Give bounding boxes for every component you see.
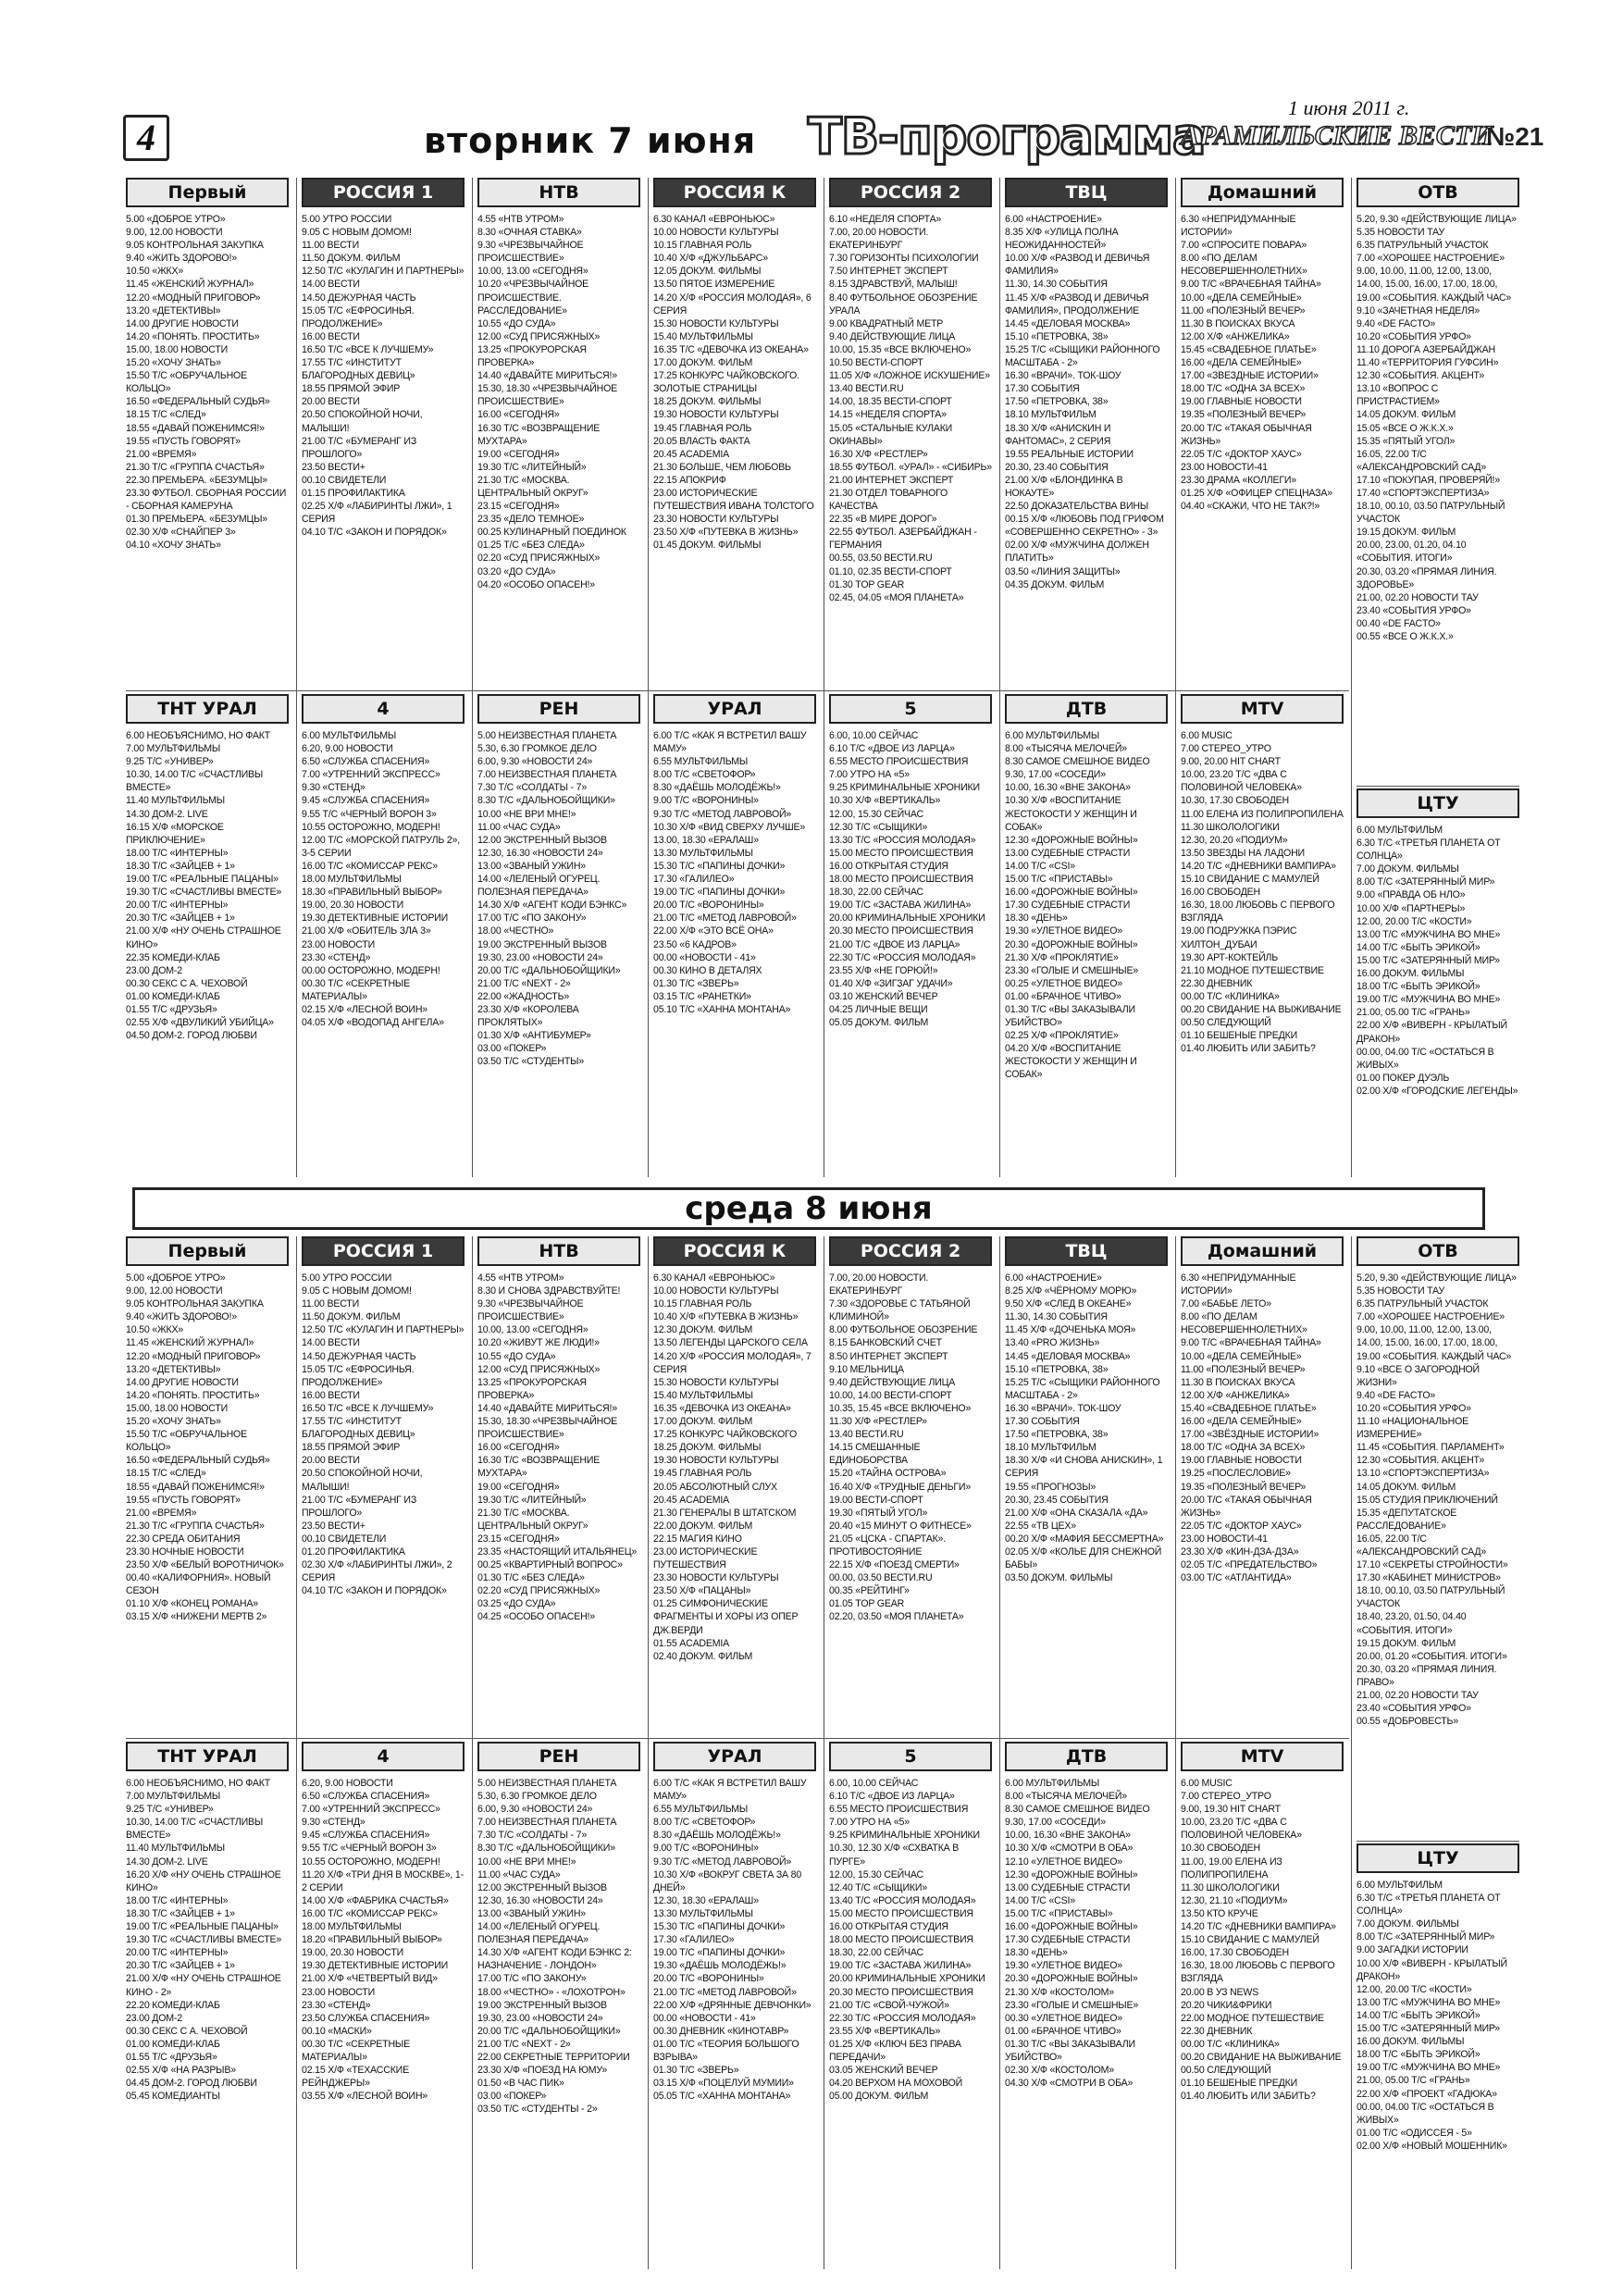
- tuesday-top-channel-3-program: 4.55 «НТВ УТРОМ» 8.30 «ОЧНАЯ СТАВКА» 9.30 «ЧРЕЗВЫЧАЙНОЕ ПРОИСШЕСТВИЕ» 10.00, 13.00 «СЕГОДНЯ» 10.20 «ЧРЕЗВЫЧАЙНОЕ ПРОИСШЕСТВИЕ. РАССЛЕДОВАНИЕ» 10.55 «ДО СУДА» 12.00 «СУД ПРИСЯЖНЫХ» 13.25 «ПРОКУРОРСКАЯ ПРОВЕРКА» 14.40 «ДАВАЙТЕ МИРИТЬСЯ!» 15.30, 18.30 «ЧРЕЗВЫЧАЙНОЕ ПРОИСШЕСТВИЕ» 16.00 «СЕГОДНЯ» 16.30 Т/С «ВОЗВРАЩЕНИЕ МУХТАРА» 19.00 «СЕГОДНЯ» 19.30 Т/С «ЛИТЕЙНЫЙ» 21.30 Т/С «МОСКВА. ЦЕНТРАЛЬНЫЙ ОКРУГ» 23.15 «СЕГОДНЯ» 23.35 «ДЕЛО ТЕМНОЕ» 00.25 КУЛИНАРНЫЙ ПОЕДИНОК 01.25 Т/С «БЕЗ СЛЕДА» 02.20 «СУД ПРИСЯЖНЫХ» 03.20 «ДО СУДА» 04.20 «ОСОБО ОПАСЕН!»: [477, 214, 626, 590]
- tuesday-bottom-channel-2-logo: 4: [302, 694, 465, 724]
- row-divider: [126, 690, 1349, 691]
- wednesday-otv: [1357, 1236, 1519, 1840]
- row-divider: [126, 1738, 1349, 1739]
- wednesday-top-channel-5-logo: РОССИЯ 2: [829, 1236, 992, 1266]
- wednesday-bottom-channel-5-logo: 5: [829, 1742, 992, 1771]
- wednesday-top-channel-6-logo: ТВЦ: [1005, 1236, 1168, 1266]
- tuesday-top-channel-1: [126, 178, 289, 687]
- row-divider: [1357, 1841, 1519, 1842]
- issue-date: 1 июня 2011 г.: [1288, 96, 1410, 119]
- tuesday-bottom-channel-6: [1005, 694, 1168, 1177]
- wednesday-bottom-channel-6-program: 6.00 МУЛЬТФИЛЬМЫ 8.00 «ТЫСЯЧА МЕЛОЧЕЙ» 8.30 САМОЕ СМЕШНОЕ ВИДЕО 9.30, 17.00 «СОСЕДИ» 10.00, 16.30 «ВНЕ ЗАКОНА» 10.30 Х/Ф «СМОТРИ В ОБА» 12.10 «УЛЕТНОЕ ВИДЕО» 12.30 «ДОРОЖНЫЕ ВОЙНЫ» 13.00 СУДЕБНЫЕ СТРАСТИ 14.00 Т/С «CSI» 15.00 Т/С «ПРИСТАВЫ» 16.00 «ДОРОЖНЫЕ ВОЙНЫ» 17.30 СУДЕБНЫЕ СТРАСТИ 18.30 «ДЕНЬ» 19.30 «УЛЕТНОЕ ВИДЕО» 20.30 «ДОРОЖНЫЕ ВОЙНЫ» 21.30 Х/Ф «КОСТОЛОМ» 23.30 «ГОЛЫЕ И СМЕШНЫЕ» 00.30 «УЛЕТНОЕ ВИДЕО» 01.00 «БРАЧНОЕ ЧТИВО» 01.30 Т/С «ВЫ ЗАКАЗЫВАЛИ УБИЙСТВО» 02.30 Х/Ф «КОСТОЛОМ» 04.30 Х/Ф «СМОТРИ В ОБА»: [1005, 1778, 1150, 2090]
- tuesday-top-channel-2: [302, 178, 465, 687]
- wednesday-bottom-channel-3: [477, 1742, 640, 2269]
- column-divider: [999, 1236, 1000, 2269]
- tuesday-ctu: [1357, 788, 1519, 1177]
- wednesday-top-channel-4: [653, 1236, 816, 1734]
- wednesday-top-channel-1: [126, 1236, 289, 1734]
- column-divider: [1175, 178, 1176, 1177]
- section-title: ТВ-программа: [808, 107, 1206, 166]
- page-number: 4: [123, 115, 169, 161]
- tuesday-bottom-channel-3: [477, 694, 640, 1177]
- wednesday-bottom-channel-3-program: 5.00 НЕИЗВЕСТНАЯ ПЛАНЕТА 5.30, 6.30 ГРОМКОЕ ДЕЛО 6.00, 9.30 «НОВОСТИ 24» 7.00 НЕИЗВЕСТНАЯ ПЛАНЕТА 7.30 Т/С «СОЛДАТЫ - 7» 8.30 Т/С «ДАЛЬНОБОЙЩИКИ» 10.00 «НЕ ВРИ МНЕ!» 11.00 «ЧАС СУДА» 12.00 ЭКСТРЕННЫЙ ВЫЗОВ 12.30, 16.30 «НОВОСТИ 24» 13.00 «ЗВАНЫЙ УЖИН» 14.00 «ЛЕЛЕНЫЙ ОГУРЕЦ. ПОЛЕЗНАЯ ПЕРЕДАЧА» 14.30 Х/Ф «АГЕНТ КОДИ БЭНКС 2: НАЗНАЧЕНИЕ - ЛОНДОН» 17.00 Т/С «ПО ЗАКОНУ» 18.00 «ЧЕСТНО» - «ЛОХОТРОН» 19.00 ЭКСТРЕННЫЙ ВЫЗОВ 19.30, 23.00 «НОВОСТИ 24» 20.00 Т/С «ДАЛЬНОБОЙЩИКИ» 21.00 Т/С «NEXT - 2» 22.00 СЕКРЕТНЫЕ ТЕРРИТОРИИ 23.30 Х/Ф «ПОЕЗД НА ЮМУ» 01.50 «В ЧАС ПИК» 03.00 «ПОКЕР» 03.50 Т/С «СТУДЕНТЫ - 2»: [477, 1778, 632, 2116]
- column-divider: [296, 178, 297, 1177]
- wednesday-ctu: [1357, 1843, 1519, 2269]
- tuesday-bottom-channel-1: [126, 694, 289, 1177]
- wednesday-top-channel-5-program: 7.00, 20.00 НОВОСТИ. ЕКАТЕРИНБУРГ 7.30 «ЗДОРОВЬЕ С ТАТЬЯНОЙ КЛИМИНОЙ» 8.00 ФУТБОЛЬНОЕ ОБОЗРЕНИЕ 8.15 БАНКОВСКИЙ СЧЕТ 8.50 ИНТЕРНЕТ ЭКСПЕРТ 9.10 МЕЛЬНИЦА 9.40 ДЕЙСТВУЮЩИЕ ЛИЦА 10.00, 14.00 ВЕСТИ-СПОРТ 10.35, 15.45 «ВСЕ ВКЛЮЧЕНО» 11.30 Х/Ф «РЕСТЛЕР» 13.40 ВЕСТИ.RU 14.15 СМЕШАННЫЕ ЕДИНОБОРСТВА 15.20 «ТАЙНА ОСТРОВА» 16.40 Х/Ф «ТРУДНЫЕ ДЕНЬГИ» 19.00 ВЕСТИ-СПОРТ 19.30 «ПЯТЫЙ УГОЛ» 20.40 «15 МИНУТ О ФИТНЕСЕ» 21.05 «ЦСКА - СПАРТАК». ПРОТИВОСТОЯНИЕ 22.15 Х/Ф «ПОЕЗД СМЕРТИ» 00.00, 03.50 ВЕСТИ.RU 00.35 «РЕЙТИНГ» 01.05 TOP GEAR 02.20, 03.50 «МОЯ ПЛАНЕТА»: [829, 1272, 978, 1623]
- wednesday-bottom-channel-6-logo: ДТВ: [1005, 1742, 1168, 1771]
- wednesday-top-channel-7-logo: Домашний: [1181, 1236, 1344, 1266]
- tuesday-top-channel-2-program: 5.00 УТРО РОССИИ 9.05 С НОВЫМ ДОМОМ! 11.00 ВЕСТИ 11.50 ДОКУМ. ФИЛЬМ 12.50 Т/С «КУЛАГИН И ПАРТНЕРЫ» 14.00 ВЕСТИ 14.50 ДЕЖУРНАЯ ЧАСТЬ 15.05 Т/С «ЕФРОСИНЬЯ. ПРОДОЛЖЕНИЕ» 16.00 ВЕСТИ 16.50 Т/С «ВСЕ К ЛУЧШЕМУ» 17.55 Т/С «ИНСТИТУТ БЛАГОРОДНЫХ ДЕВИЦ» 18.55 ПРЯМОЙ ЭФИР 20.00 ВЕСТИ 20.50 СПОКОЙНОЙ НОЧИ, МАЛЫШИ! 21.00 Т/С «БУМЕРАНГ ИЗ ПРОШЛОГО» 23.50 ВЕСТИ+ 00.10 СВИДЕТЕЛИ 01.15 ПРОФИЛАКТИКА 02.25 Х/Ф «ЛАБИРИНТЫ ЛЖИ», 1 СЕРИЯ 04.10 Т/С «ЗАКОН И ПОРЯДОК»: [302, 214, 465, 539]
- wednesday-otv-logo: ОТВ: [1357, 1236, 1519, 1266]
- wednesday-top-channel-2-program: 5.00 УТРО РОССИИ 9.05 С НОВЫМ ДОМОМ! 11.00 ВЕСТИ 11.50 ДОКУМ. ФИЛЬМ 12.50 Т/С «КУЛАГИН И ПАРТНЕРЫ» 14.00 ВЕСТИ 14.50 ДЕЖУРНАЯ ЧАСТЬ 15.05 Т/С «ЕФРОСИНЬЯ. ПРОДОЛЖЕНИЕ» 16.00 ВЕСТИ 16.50 Т/С «ВСЕ К ЛУЧШЕМУ» 17.55 Т/С «ИНСТИТУТ БЛАГОРОДНЫХ ДЕВИЦ» 18.55 ПРЯМОЙ ЭФИР 20.00 ВЕСТИ 20.50 СПОКОЙНОЙ НОЧИ, МАЛЫШИ! 21.00 Т/С «БУМЕРАНГ ИЗ ПРОШЛОГО» 23.50 ВЕСТИ+ 00.10 СВИДЕТЕЛИ 01.20 ПРОФИЛАКТИКА 02.30 Х/Ф «ЛАБИРИНТЫ ЛЖИ», 2 СЕРИЯ 04.10 Т/С «ЗАКОН И ПОРЯДОК»: [302, 1272, 465, 1597]
- tuesday-top-channel-4-program: 6.30 КАНАЛ «ЕВРОНЬЮС» 10.00 НОВОСТИ КУЛЬТУРЫ 10.15 ГЛАВНАЯ РОЛЬ 10.40 Х/Ф «ДЖУЛЬБАРС» 12.05 ДОКУМ. ФИЛЬМЫ 13.50 ПЯТОЕ ИЗМЕРЕНИЕ 14.20 Х/Ф «РОССИЯ МОЛОДАЯ», 6 СЕРИЯ 15.30 НОВОСТИ КУЛЬТУРЫ 15.40 МУЛЬТФИЛЬМЫ 16.35 Т/С «ДЕВОЧКА ИЗ ОКЕАНА» 17.00 ДОКУМ. ФИЛЬМ 17.25 КОНКУРС ЧАЙКОВСКОГО. ЗОЛОТЫЕ СТРАНИЦЫ 18.25 ДОКУМ. ФИЛЬМЫ 19.30 НОВОСТИ КУЛЬТУРЫ 19.45 ГЛАВНАЯ РОЛЬ 20.05 ВЛАСТЬ ФАКТА 20.45 ACADEMIA 21.30 БОЛЬШЕ, ЧЕМ ЛЮБОВЬ 22.15 АПОКРИФ 23.00 ИСТОРИЧЕСКИЕ ПУТЕШЕСТВИЯ ИВАНА ТОЛСТОГО 23.30 НОВОСТИ КУЛЬТУРЫ 23.50 Х/Ф «ПУТЕВКА В ЖИЗНЬ» 01.45 ДОКУМ. ФИЛЬМЫ: [653, 214, 814, 552]
- tuesday-bottom-channel-5: [829, 694, 992, 1177]
- column-divider: [1175, 1236, 1176, 2269]
- wednesday-top-channel-2: [302, 1236, 465, 1734]
- wednesday-top-channel-6-program: 6.00 «НАСТРОЕНИЕ» 8.25 Х/Ф «ЧЁРНОМУ МОРЮ» 9.50 Х/Ф «СЛЕД В ОКЕАНЕ» 11.30, 14.30 СОБЫТИЯ 11.45 Х/Ф «ДОЧЕНЬКА МОЯ» 13.40 «PRO ЖИЗНЬ» 14.45 «ДЕЛОВАЯ МОСКВА» 15.10 «ПЕТРОВКА, 38» 15.25 Т/С «СЫЩИКИ РАЙОННОГО МАСШТАБА - 2» 16.30 «ВРАЧИ». ТОК-ШОУ 17.30 СОБЫТИЯ 17.50 «ПЕТРОВКА, 38» 18.10 МУЛЬТФИЛЬМ 18.30 Х/Ф «И СНОВА АНИСКИН», 1 СЕРИЯ 19.55 «ПРОГНОЗЫ» 20.30, 23.45 СОБЫТИЯ 21.00 Х/Ф «ОНА СКАЗАЛА «ДА» 22.55 «ТВ ЦЕХ» 00.20 Х/Ф «МАФИЯ БЕССМЕРТНА» 02.05 Х/Ф «КОЛЬЕ ДЛЯ СНЕЖНОЙ БАБЫ» 03.50 ДОКУМ. ФИЛЬМЫ: [1005, 1272, 1164, 1584]
- wednesday-top-channel-1-logo: Первый: [126, 1236, 289, 1266]
- wednesday-ctu-logo: ЦТУ: [1357, 1843, 1519, 1873]
- wednesday-bottom-channel-4-logo: УРАЛ: [653, 1742, 816, 1771]
- wednesday-bottom-channel-7-logo: MTV: [1181, 1742, 1344, 1771]
- wednesday-bottom-channel-6: [1005, 1742, 1168, 2269]
- newspaper-title: АРАМИЛЬСКИЕ ВЕСТИ: [1181, 120, 1493, 151]
- wednesday-top-channel-1-program: 5.00 «ДОБРОЕ УТРО» 9.00, 12.00 НОВОСТИ 9.05 КОНТРОЛЬНАЯ ЗАКУПКА 9.40 «ЖИТЬ ЗДОРОВО!» 10.50 «ЖКХ» 11.45 «ЖЕНСКИЙ ЖУРНАЛ» 12.20 «МОДНЫЙ ПРИГОВОР» 13.20 «ДЕТЕКТИВЫ» 14.00 ДРУГИЕ НОВОСТИ 14.20 «ПОНЯТЬ. ПРОСТИТЬ» 15.00, 18.00 НОВОСТИ 15.20 «ХОЧУ ЗНАТЬ» 15.50 Т/С «ОБРУЧАЛЬНОЕ КОЛЬЦО» 16.50 «ФЕДЕРАЛЬНЫЙ СУДЬЯ» 18.15 Т/С «СЛЕД» 18.55 «ДАВАЙ ПОЖЕНИМСЯ!» 19.55 «ПУСТЬ ГОВОРЯТ» 21.00 «ВРЕМЯ» 21.30 Т/С «ГРУППА СЧАСТЬЯ» 22.30 СРЕДА ОБИТАНИЯ 23.30 НОЧНЫЕ НОВОСТИ 23.50 Х/Ф «БЕЛЫЙ ВОРОТНИЧОК» 00.40 «КАЛИФОРНИЯ». НОВЫЙ СЕЗОН 01.10 Х/Ф «КОНЕЦ РОМАНА» 03.15 Х/Ф «НИЖЕНИ МЕРТВ 2»: [126, 1272, 284, 1623]
- wednesday-bottom-channel-1-logo: ТНТ УРАЛ: [126, 1742, 289, 1771]
- tuesday-top-channel-1-logo: Первый: [126, 178, 289, 207]
- tuesday-top-channel-5-program: 6.10 «НЕДЕЛЯ СПОРТА» 7.00, 20.00 НОВОСТИ. ЕКАТЕРИНБУРГ 7.30 ГОРИЗОНТЫ ПСИХОЛОГИИ 7.50 ИНТЕРНЕТ ЭКСПЕРТ 8.15 ЗДРАВСТВУЙ, МАЛЫШ! 8.40 ФУТБОЛЬНОЕ ОБОЗРЕНИЕ УРАЛА 9.00 КВАДРАТНЫЙ МЕТР 9.40 ДЕЙСТВУЮЩИЕ ЛИЦА 10.00, 15.35 «ВСЕ ВКЛЮЧЕНО» 10.50 ВЕСТИ-СПОРТ 11.05 Х/Ф «ЛОЖНОЕ ИСКУШЕНИЕ» 13.40 ВЕСТИ.RU 14.00, 18.35 ВЕСТИ-СПОРТ 14.15 «НЕДЕЛЯ СПОРТА» 15.05 «СТАЛЬНЫЕ КУЛАКИ ОКИНАВЫ» 16.30 Х/Ф «РЕСТЛЕР» 18.55 ФУТБОЛ. «УРАЛ» - «СИБИРЬ» 21.00 ИНТЕРНЕТ ЭКСПЕРТ 21.30 ОТДЕЛ ТОВАРНОГО КАЧЕСТВА 22.35 «В МИРЕ ДОРОГ» 22.55 ФУТБОЛ. АЗЕРБАЙДЖАН - ГЕРМАНИЯ 00.55, 03.50 ВЕСТИ.RU 01.10, 02.35 ВЕСТИ-СПОРТ 01.30 TOP GEAR 02.45, 04.05 «МОЯ ПЛАНЕТА»: [829, 214, 992, 603]
- wednesday-otv-program: 5.20, 9.30 «ДЕЙСТВУЮЩИЕ ЛИЦА» 5.35 НОВОСТИ ТАУ 6.35 ПАТРУЛЬНЫЙ УЧАСТОК 7.00 «ХОРОШЕЕ НАСТРОЕНИЕ» 9.00, 10.00, 11.00, 12.00, 13.00, 14.00, 15.00, 16.00, 17.00, 18.00, 19.00 «СОБЫТИЯ. КАЖДЫЙ ЧАС» 9.10 «ВСЕ О ЗАГОРОДНОЙ ЖИЗНИ» 9.40 «DE FACTO» 10.20 «СОБЫТИЯ УРФО» 11.10 «НАЦИОНАЛЬНОЕ ИЗМЕРЕНИЕ» 11.45 «СОБЫТИЯ. ПАРЛАМЕНТ» 12.30 «СОБЫТИЯ. АКЦЕНТ» 13.10 «СПОРТЭКСПЕРТИЗА» 14.05 ДОКУМ. ФИЛЬМ 15.05 СТУДИЯ ПРИКЛЮЧЕНИЙ 15.35 «ДЕПУТАТСКОЕ РАССЛЕДОВАНИЕ» 16.05, 22.00 Т/С «АЛЕКСАНДРОВСКИЙ САД» 17.10 «СЕКРЕТЫ СТРОЙНОСТИ» 17.30 «КАБИНЕТ МИНИСТРОВ» 18.10, 00.10, 03.50 ПАТРУЛЬНЫЙ УЧАСТОК 18.40, 23.20, 01.50, 04.40 «СОБЫТИЯ. ИТОГИ» 19.15 ДОКУМ. ФИЛЬМ 20.00, 01.20 «СОБЫТИЯ. ИТОГИ» 20.30, 03.20 «ПРЯМАЯ ЛИНИЯ. ПРАВО» 21.00, 02.20 НОВОСТИ ТАУ 23.40 «СОБЫТИЯ УРФО» 00.55 «ДОБРОВЕСТЬ»: [1357, 1272, 1517, 1728]
- tuesday-bottom-channel-5-program: 6.00, 10.00 СЕЙЧАС 6.10 Т/С «ДВОЕ ИЗ ЛАРЦА» 6.55 МЕСТО ПРОИСШЕСТВИЯ 7.00 УТРО НА «5» 9.25 КРИМИНАЛЬНЫЕ ХРОНИКИ 10.30 Х/Ф «ВЕРТИКАЛЬ» 12.00, 15.30 СЕЙЧАС 12.30 Т/С «СЫЩИКИ» 13.30 Т/С «РОССИЯ МОЛОДАЯ» 15.00 МЕСТО ПРОИСШЕСТВИЯ 16.00 ОТКРЫТАЯ СТУДИЯ 18.00 МЕСТО ПРОИСШЕСТВИЯ 18.30, 22.00 СЕЙЧАС 19.00 Т/С «ЗАСТАВА ЖИЛИНА» 20.00 КРИМИНАЛЬНЫЕ ХРОНИКИ 20.30 МЕСТО ПРОИСШЕСТВИЯ 21.00 Т/С «ДВОЕ ИЗ ЛАРЦА» 22.30 Т/С «РОССИЯ МОЛОДАЯ» 23.55 Х/Ф «НЕ ГОРЮЙ!» 01.40 Х/Ф «ЗИГЗАГ УДАЧИ» 03.10 ЖЕНСКИЙ ВЕЧЕР 04.25 ЛИЧНЫЕ ВЕЩИ 05.05 ДОКУМ. ФИЛЬМ: [829, 730, 985, 1029]
- column-divider: [648, 178, 649, 1177]
- column-divider: [472, 1236, 473, 2269]
- column-divider: [296, 1236, 297, 2269]
- tuesday-bottom-channel-6-program: 6.00 МУЛЬТФИЛЬМЫ 8.00 «ТЫСЯЧА МЕЛОЧЕЙ» 8.30 САМОЕ СМЕШНОЕ ВИДЕО 9.30, 17.00 «СОСЕДИ» 10.00, 16.30 «ВНЕ ЗАКОНА» 10.30 Х/Ф «ВОСПИТАНИЕ ЖЕСТОКОСТИ У ЖЕНЩИН И СОБАК» 12.30 «ДОРОЖНЫЕ ВОЙНЫ» 13.00 СУДЕБНЫЕ СТРАСТИ 14.00 Т/С «CSI» 15.00 Т/С «ПРИСТАВЫ» 16.00 «ДОРОЖНЫЕ ВОЙНЫ» 17.30 СУДЕБНЫЕ СТРАСТИ 18.30 «ДЕНЬ» 19.30 «УЛЕТНОЕ ВИДЕО» 20.30 «ДОРОЖНЫЕ ВОЙНЫ» 21.30 Х/Ф «ПРОКЛЯТИЕ» 23.30 «ГОЛЫЕ И СМЕШНЫЕ» 00.25 «УЛЕТНОЕ ВИДЕО» 01.00 «БРАЧНОЕ ЧТИВО» 01.30 Т/С «ВЫ ЗАКАЗЫВАЛИ УБИЙСТВО» 02.25 Х/Ф «ПРОКЛЯТИЕ» 04.20 Х/Ф «ВОСПИТАНИЕ ЖЕСТОКОСТИ У ЖЕНЩИН И СОБАК»: [1005, 730, 1150, 1081]
- row-divider: [1357, 786, 1519, 787]
- column-divider: [999, 178, 1000, 1177]
- tuesday-otv: [1357, 178, 1519, 785]
- column-divider: [472, 178, 473, 1177]
- wednesday-bottom-channel-1-program: 6.00 НЕОБЪЯСНИМО, НО ФАКТ 7.00 МУЛЬТФИЛЬМЫ 9.25 Т/С «УНИВЕР» 10.30, 14.00 Т/С «СЧАСТЛИВЫ ВМЕСТЕ» 11.40 МУЛЬТФИЛЬМЫ 14.30 ДОМ-2. LIVE 16.20 Х/Ф «НУ ОЧЕНЬ СТРАШНОЕ КИНО» 18.00 Т/С «ИНТЕРНЫ» 18.30 Т/С «ЗАЙЦЕВ + 1» 19.00 Т/С «РЕАЛЬНЫЕ ПАЦАНЫ» 19.30 Т/С «СЧАСТЛИВЫ ВМЕСТЕ» 20.00 Т/С «ИНТЕРНЫ» 20.30 Т/С «ЗАЙЦЕВ + 1» 21.00 Х/Ф «НУ ОЧЕНЬ СТРАШНОЕ КИНО - 2» 22.20 КОМЕДИ-КЛАБ 23.00 ДОМ-2 00.30 СЕКС С А. ЧЕХОВОЙ 01.00 КОМЕДИ-КЛАБ 01.55 Т/С «ДРУЗЬЯ» 02.55 Х/Ф «НА РАЗРЫВ» 04.45 ДОМ-2. ГОРОД ЛЮБВИ 05.45 КОМЕДИАНТЫ: [126, 1778, 282, 2103]
- tuesday-top-channel-7-logo: Домашний: [1181, 178, 1344, 207]
- tuesday-ctu-logo: ЦТУ: [1357, 788, 1519, 818]
- tuesday-top-channel-3: [477, 178, 640, 687]
- tuesday-bottom-channel-2-program: 6.00 МУЛЬТФИЛЬМЫ 6.20, 9.00 НОВОСТИ 6.50 «СЛУЖБА СПАСЕНИЯ» 7.00 «УТРЕННИЙ ЭКСПРЕСС» 9.30 «СТЕНД» 9.45 «СЛУЖБА СПАСЕНИЯ» 9.55 Т/С «ЧЕРНЫЙ ВОРОН 3» 10.55 ОСТОРОЖНО, МОДЕРН! 12.00 Т/С «МОРСКОЙ ПАТРУЛЬ 2», 3-5 СЕРИИ 16.00 Т/С «КОМИССАР РЕКС» 18.00 МУЛЬТФИЛЬМЫ 18.30 «ПРАВИЛЬНЫЙ ВЫБОР» 19.00, 20.30 НОВОСТИ 19.30 ДЕТЕКТИВНЫЕ ИСТОРИИ 21.00 Х/Ф «ОБИТЕЛЬ ЗЛА 3» 23.00 НОВОСТИ 23.30 «СТЕНД» 00.00 ОСТОРОЖНО, МОДЕРН! 00.30 Т/С «СЕКРЕТНЫЕ МАТЕРИАЛЫ» 02.15 Х/Ф «ЛЕСНОЙ ВОИН» 04.05 Х/Ф «ВОДОПАД АНГЕЛА»: [302, 730, 460, 1029]
- tuesday-top-channel-1-program: 5.00 «ДОБРОЕ УТРО» 9.00, 12.00 НОВОСТИ 9.05 КОНТРОЛЬНАЯ ЗАКУПКА 9.40 «ЖИТЬ ЗДОРОВО!» 10.50 «ЖКХ» 11.45 «ЖЕНСКИЙ ЖУРНАЛ» 12.20 «МОДНЫЙ ПРИГОВОР» 13.20 «ДЕТЕКТИВЫ» 14.00 ДРУГИЕ НОВОСТИ 14.20 «ПОНЯТЬ. ПРОСТИТЬ» 15.00, 18.00 НОВОСТИ 15.20 «ХОЧУ ЗНАТЬ» 15.50 Т/С «ОБРУЧАЛЬНОЕ КОЛЬЦО» 16.50 «ФЕДЕРАЛЬНЫЙ СУДЬЯ» 18.15 Т/С «СЛЕД» 18.55 «ДАВАЙ ПОЖЕНИМСЯ!» 19.55 «ПУСТЬ ГОВОРЯТ» 21.00 «ВРЕМЯ» 21.30 Т/С «ГРУППА СЧАСТЬЯ» 22.30 ПРЕМЬЕРА. «БЕЗУМЦЫ» 23.30 ФУТБОЛ. СБОРНАЯ РОССИИ - СБОРНАЯ КАМЕРУНА 01.30 ПРЕМЬЕРА. «БЕЗУМЦЫ» 02.30 Х/Ф «СНАЙПЕР 3» 04.10 «ХОЧУ ЗНАТЬ»: [126, 214, 287, 552]
- tuesday-top-channel-7: [1181, 178, 1344, 687]
- column-divider: [648, 1236, 649, 2269]
- tuesday-ctu-program: 6.00 МУЛЬТФИЛЬМ 6.30 Т/С «ТРЕТЬЯ ПЛАНЕТА ОТ СОЛНЦА» 7.00 ДОКУМ. ФИЛЬМЫ 8.00 Т/С «ЗАТЕРЯННЫЙ МИР» 9.00 «ПРАВДА ОБ НЛО» 10.00 Х/Ф «ПАРТНЕРЫ» 12.00, 20.00 Т/С «КОСТИ» 13.00 Т/С «МУЖЧИНА ВО МНЕ» 14.00 Т/С «БЫТЬ ЭРИКОЙ» 15.00 Т/С «ЗАТЕРЯННЫЙ МИР» 16.00 ДОКУМ. ФИЛЬМЫ 18.00 Т/С «БЫТЬ ЭРИКОЙ» 19.00 Т/С «МУЖЧИНА ВО МНЕ» 21.00, 05.00 Т/С «ГРАНЬ» 22.00 Х/Ф «ВИВЕРН - КРЫЛАТЫЙ ДРАКОН» 00.00, 04.00 Т/С «ОСТАТЬСЯ В ЖИВЫХ» 01.00 ПОКЕР ДУЭЛЬ 02.00 Х/Ф «ГОРОДСКИЕ ЛЕГЕНДЫ»: [1357, 825, 1518, 1097]
- column-divider: [1351, 178, 1352, 1177]
- wednesday-top-channel-4-logo: РОССИЯ К: [653, 1236, 816, 1266]
- tuesday-bottom-channel-7-program: 6.00 MUSIC 7.00 СТЕРЕО_УТРО 9.00, 20.00 HIT CHART 10.00, 23.20 Т/С «ДВА С ПОЛОВИНОЙ ЧЕЛОВЕКА» 10.30, 17.30 СВОБОДЕН 11.00 ЕЛЕНА ИЗ ПОЛИПРОПИЛЕНА 11.30 ШКОЛОЛОГИКИ 12.30, 20.20 «ПОДИУМ» 13.50 ЗВЕЗДЫ НА ЛАДОНИ 14.20 Т/С «ДНЕВНИКИ ВАМПИРА» 15.10 СВИДАНИЕ С МАМУЛЕЙ 16.00 СВОБОДЕН 16.30, 18.00 ЛЮБОВЬ С ПЕРВОГО ВЗГЛЯДА 19.00 ПОДРУЖКА ПЭРИС ХИЛТОН_ДУБАИ 19.30 АРТ-КОКТЕЙЛЬ 21.10 МОДНОЕ ПУТЕШЕСТВИЕ 22.30 ДНЕВНИК 00.00 Т/С «КЛИНИКА» 00.20 СВИДАНИЕ НА ВЫЖИВАНИЕ 00.50 СЛЕДУЮЩИЙ 01.10 БЕШЕНЫЕ ПРЕДКИ 01.40 ЛЮБИТЬ ИЛИ ЗАБИТЬ?: [1181, 730, 1344, 1055]
- wednesday-top-channel-7: [1181, 1236, 1344, 1734]
- day-title: вторник 7 июня: [424, 120, 757, 161]
- column-divider: [1351, 1236, 1352, 2269]
- tuesday-bottom-channel-3-logo: РЕН: [477, 694, 640, 724]
- issue-number: №21: [1486, 122, 1544, 151]
- tuesday-otv-program: 5.20, 9.30 «ДЕЙСТВУЮЩИЕ ЛИЦА» 5.35 НОВОСТИ ТАУ 6.35 ПАТРУЛЬНЫЙ УЧАСТОК 7.00 «ХОРОШЕЕ НАСТРОЕНИЕ» 9.00, 10.00, 11.00, 12.00, 13.00, 14.00, 15.00, 16.00, 17.00, 18.00, 19.00 «СОБЫТИЯ. КАЖДЫЙ ЧАС» 9.10 «ЗАЧЕТНАЯ НЕДЕЛЯ» 9.40 «DE FACTO» 10.20 «СОБЫТИЯ УРФО» 11.10 ДОРОГА АЗЕРБАЙДЖАН 11.40 «ТЕРРИТОРИЯ ГУФСИН» 12.30 «СОБЫТИЯ. АКЦЕНТ» 13.10 «ВОПРОС С ПРИСТРАСТИЕМ» 14.05 ДОКУМ. ФИЛЬМ 15.05 «ВСЕ О Ж.К.Х.» 15.35 «ПЯТЫЙ УГОЛ» 16.05, 22.00 Т/С «АЛЕКСАНДРОВСКИЙ САД» 17.10 «ПОКУПАЯ, ПРОВЕРЯЙ!» 17.40 «СПОРТЭКСПЕРТИЗА» 18.10, 00.10, 03.50 ПАТРУЛЬНЫЙ УЧАСТОК 19.15 ДОКУМ. ФИЛЬМ 20.00, 23.00, 01.20, 04.10 «СОБЫТИЯ. ИТОГИ» 20.30, 03.20 «ПРЯМАЯ ЛИНИЯ. ЗДОРОВЬЕ» 21.00, 02.20 НОВОСТИ ТАУ 23.40 «СОБЫТИЯ УРФО» 00.40 «DE FACTO» 00.55 «ВСЕ О Ж.К.Х.»: [1357, 214, 1517, 642]
- wednesday-bottom-channel-4: [653, 1742, 816, 2269]
- wednesday-top-channel-3: [477, 1236, 640, 1734]
- tuesday-bottom-channel-7-logo: MTV: [1181, 694, 1344, 724]
- tuesday-bottom-channel-4-program: 6.00 Т/С «КАК Я ВСТРЕТИЛ ВАШУ МАМУ» 6.55 МУЛЬТФИЛЬМЫ 8.00 Т/С «СВЕТОФОР» 8.30 «ДАЁШЬ МОЛОДЁЖЬ!» 9.00 Т/С «ВОРОНИНЫ» 9.30 Т/С «МЕТОД ЛАВРОВОЙ» 10.30 Х/Ф «ВИД СВЕРХУ ЛУЧШЕ» 13.00, 18.30 «ЕРАЛАШ» 13.30 МУЛЬТФИЛЬМЫ 15.30 Т/С «ПАПИНЫ ДОЧКИ» 17.30 «ГАЛИЛЕО» 19.00 Т/С «ПАПИНЫ ДОЧКИ» 20.00 Т/С «ВОРОНИНЫ» 21.00 Т/С «МЕТОД ЛАВРОВОЙ» 22.00 Х/Ф «ЭТО ВСЁ ОНА» 23.50 «6 КАДРОВ» 00.00 «НОВОСТИ - 41» 00.30 КИНО В ДЕТАЛЯХ 01.30 Т/С «ЗВЕРЬ» 03.15 Т/С «РАНЕТКИ» 05.10 Т/С «ХАННА МОНТАНА»: [653, 730, 807, 1015]
- tuesday-top-channel-5: [829, 178, 992, 687]
- tuesday-top-channel-2-logo: РОССИЯ 1: [302, 178, 465, 207]
- day2-title: среда 8 июня: [685, 1190, 933, 1227]
- tuesday-top-channel-6-program: 6.00 «НАСТРОЕНИЕ» 8.35 Х/Ф «УЛИЦА ПОЛНА НЕОЖИДАННОСТЕЙ» 10.00 Х/Ф «РАЗВОД И ДЕВИЧЬЯ ФАМИЛИЯ» 11.30, 14.30 СОБЫТИЯ 11.45 Х/Ф «РАЗВОД И ДЕВИЧЬЯ ФАМИЛИЯ», ПРОДОЛЖЕНИЕ 14.45 «ДЕЛОВАЯ МОСКВА» 15.10 «ПЕТРОВКА, 38» 15.25 Т/С «СЫЩИКИ РАЙОННОГО МАСШТАБА - 2» 16.30 «ВРАЧИ». ТОК-ШОУ 17.30 СОБЫТИЯ 17.50 «ПЕТРОВКА, 38» 18.10 МУЛЬТФИЛЬМ 18.30 Х/Ф «АНИСКИН И ФАНТОМАС», 2 СЕРИЯ 19.55 РЕАЛЬНЫЕ ИСТОРИИ 20.30, 23.40 СОБЫТИЯ 21.00 Х/Ф «БЛОНДИНКА В НОКАУТЕ» 22.50 ДОКАЗАТЕЛЬСТВА ВИНЫ 00.15 Х/Ф «ЛЮБОВЬ ПОД ГРИФОМ «СОВЕРШЕННО СЕКРЕТНО» - 3» 02.00 Х/Ф «МУЖЧИНА ДОЛЖЕН ПЛАТИТЬ» 03.50 «ЛИНИЯ ЗАЩИТЫ» 04.35 ДОКУМ. ФИЛЬМ: [1005, 214, 1164, 590]
- wednesday-bottom-channel-7-program: 6.00 MUSIC 7.00 СТЕРЕО_УТРО 9.00, 19.30 HIT CHART 10.00, 23.20 Т/С «ДВА С ПОЛОВИНОЙ ЧЕЛОВЕКА» 10.30 СВОБОДЕН 11.00, 19.00 ЕЛЕНА ИЗ ПОЛИПРОПИЛЕНА 11.30 ШКОЛОЛОГИКИ 12.30, 21.10 «ПОДИУМ» 13.50 КТО КРУЧЕ 14.20 Т/С «ДНЕВНИКИ ВАМПИРА» 15.10 СВИДАНИЕ С МАМУЛЕЙ 16.00, 17.30 СВОБОДЕН 16.30, 18.00 ЛЮБОВЬ С ПЕРВОГО ВЗГЛЯДА 20.00 В УЗ NEWS 20.20 ЧИКИ&ФРИКИ 22.00 МОДНОЕ ПУТЕШЕСТВИЕ 22.30 ДНЕВНИК 00.00 Т/С «КЛИНИКА» 00.20 СВИДАНИЕ НА ВЫЖИВАНИЕ 00.50 СЛЕДУЮЩИЙ 01.10 БЕШЕНЫЕ ПРЕДКИ 01.40 ЛЮБИТЬ ИЛИ ЗАБИТЬ?: [1181, 1778, 1342, 2103]
- wednesday-ctu-program: 6.00 МУЛЬТФИЛЬМ 6.30 Т/С «ТРЕТЬЯ ПЛАНЕТА ОТ СОЛНЦА» 7.00 ДОКУМ. ФИЛЬМЫ 8.00 Т/С «ЗАТЕРЯННЫЙ МИР» 9.00 ЗАГАДКИ ИСТОРИИ 10.00 Х/Ф «ВИВЕРН - КРЫЛАТЫЙ ДРАКОН» 12.00, 20.00 Т/С «КОСТИ» 13.00 Т/С «МУЖЧИНА ВО МНЕ» 14.00 Т/С «БЫТЬ ЭРИКОЙ» 15.00 Т/С «ЗАТЕРЯННЫЙ МИР» 16.00 ДОКУМ. ФИЛЬМЫ 18.00 Т/С «БЫТЬ ЭРИКОЙ» 19.00 Т/С «МУЖЧИНА ВО МНЕ» 21.00, 05.00 Т/С «ГРАНЬ» 22.00 Х/Ф «ПРОЕКТ «ГАДЮКА» 00.00, 04.00 Т/С «ОСТАТЬСЯ В ЖИВЫХ» 01.00 Т/С «ОДИССЕЯ - 5» 02.00 Х/Ф «НОВЫЙ МОШЕННИК»: [1357, 1880, 1507, 2152]
- wednesday-top-channel-2-logo: РОССИЯ 1: [302, 1236, 465, 1266]
- wednesday-bottom-channel-4-program: 6.00 Т/С «КАК Я ВСТРЕТИЛ ВАШУ МАМУ» 6.55 МУЛЬТФИЛЬМЫ 8.00 Т/С «СВЕТОФОР» 8.30 «ДАЁШЬ МОЛОДЁЖЬ!» 9.00 Т/С «ВОРОНИНЫ» 9.30 Т/С «МЕТОД ЛАВРОВОЙ» 10.30 Х/Ф «ВОКРУГ СВЕТА ЗА 80 ДНЕЙ» 12.30, 18.30 «ЕРАЛАШ» 13.30 МУЛЬТФИЛЬМЫ 15.30 Т/С «ПАПИНЫ ДОЧКИ» 17.30 «ГАЛИЛЕО» 19.00 Т/С «ПАПИНЫ ДОЧКИ» 19.30 «ДАЁШЬ МОЛОДЁЖЬ!» 20.00 Т/С «ВОРОНИНЫ» 21.00 Т/С «МЕТОД ЛАВРОВОЙ» 22.00 Х/Ф «ДРЯННЫЕ ДЕВЧОНКИ» 00.00 «НОВОСТИ - 41» 00.30 ДНЕВНИК «КИНОТАВР» 01.00 Т/С «ТЕОРИЯ БОЛЬШОГО ВЗРЫВА» 01.30 Т/С «ЗВЕРЬ» 03.15 Х/Ф «ПОЦЕЛУЙ МУМИИ» 05.05 Т/С «ХАННА МОНТАНА»: [653, 1778, 812, 2103]
- tuesday-bottom-channel-1-program: 6.00 НЕОБЪЯСНИМО, НО ФАКТ 7.00 МУЛЬТФИЛЬМЫ 9.25 Т/С «УНИВЕР» 10.30, 14.00 Т/С «СЧАСТЛИВЫ ВМЕСТЕ» 11.40 МУЛЬТФИЛЬМЫ 14.30 ДОМ-2. LIVE 16.15 Х/Ф «МОРСКОЕ ПРИКЛЮЧЕНИЕ» 18.00 Т/С «ИНТЕРНЫ» 18.30 Т/С «ЗАЙЦЕВ + 1» 19.00 Т/С «РЕАЛЬНЫЕ ПАЦАНЫ» 19.30 Т/С «СЧАСТЛИВЫ ВМЕСТЕ» 20.00 Т/С «ИНТЕРНЫ» 20.30 Т/С «ЗАЙЦЕВ + 1» 21.00 Х/Ф «НУ ОЧЕНЬ СТРАШНОЕ КИНО» 22.35 КОМЕДИ-КЛАБ 23.00 ДОМ-2 00.30 СЕКС С А. ЧЕХОВОЙ 01.00 КОМЕДИ-КЛАБ 01.55 Т/С «ДРУЗЬЯ» 02.55 Х/Ф «ДВУЛИКИЙ УБИЙЦА» 04.50 ДОМ-2. ГОРОД ЛЮБВИ: [126, 730, 282, 1042]
- tuesday-bottom-channel-5-logo: 5: [829, 694, 992, 724]
- tuesday-top-channel-6: [1005, 178, 1168, 687]
- wednesday-bottom-channel-2-program: 6.20, 9.00 НОВОСТИ 6.50 «СЛУЖБА СПАСЕНИЯ» 7.00 «УТРЕННИЙ ЭКСПРЕСС» 9.30 «СТЕНД» 9.45 «СЛУЖБА СПАСЕНИЯ» 9.55 Т/С «ЧЕРНЫЙ ВОРОН 3» 10.55 ОСТОРОЖНО, МОДЕРН! 11.20 Х/Ф «ТРИ ДНЯ В МОСКВЕ», 1-2 СЕРИИ 14.00 Х/Ф «ФАБРИКА СЧАСТЬЯ» 16.00 Т/С «КОМИССАР РЕКС» 18.00 МУЛЬТФИЛЬМЫ 18.20 «ПРАВИЛЬНЫЙ ВЫБОР» 19.00, 20.30 НОВОСТИ 19.30 ДЕТЕКТИВНЫЕ ИСТОРИИ 21.00 Х/Ф «ЧЕТВЕРТЫЙ ВИД» 23.00 НОВОСТИ 23.30 «СТЕНД» 23.50 СЛУЖБА СПАСЕНИЯ» 00.10 «МАСКИ» 00.30 Т/С «СЕКРЕТНЫЕ МАТЕРИАЛЫ» 02.15 Х/Ф «ТЕХАССКИЕ РЕЙНДЖЕРЫ» 03.55 Х/Ф «ЛЕСНОЙ ВОИН»: [302, 1778, 464, 2103]
- tuesday-bottom-channel-4: [653, 694, 816, 1177]
- wednesday-bottom-channel-5-program: 6.00, 10.00 СЕЙЧАС 6.10 Т/С «ДВОЕ ИЗ ЛАРЦА» 6.55 МЕСТО ПРОИСШЕСТВИЯ 7.00 УТРО НА «5» 9.25 КРИМИНАЛЬНЫЕ ХРОНИКИ 10.30, 12.30 Х/Ф «СХВАТКА В ПУРГЕ» 12.00, 15.30 СЕЙЧАС 12.40 Т/С «СЫЩИКИ» 13.40 Т/С «РОССИЯ МОЛОДАЯ» 15.00 МЕСТО ПРОИСШЕСТВИЯ 16.00 ОТКРЫТАЯ СТУДИЯ 18.00 МЕСТО ПРОИСШЕСТВИЯ 18.30, 22.00 СЕЙЧАС 19.00 Т/С «ЗАСТАВА ЖИЛИНА» 20.00 КРИМИНАЛЬНЫЕ ХРОНИКИ 20.30 МЕСТО ПРОИСШЕСТВИЯ 21.00 Т/С «СВОЙ-ЧУЖОЙ» 22.30 Т/С «РОССИЯ МОЛОДАЯ» 23.55 Х/Ф «ВЕРТИКАЛЬ» 01.25 Х/Ф «КЛЮЧ БЕЗ ПРАВА ПЕРЕДАЧИ» 03.05 ЖЕНСКИЙ ВЕЧЕР 04.20 ВЕРХОМ НА МОХОВОЙ 05.00 ДОКУМ. ФИЛЬМ: [829, 1778, 985, 2103]
- tuesday-bottom-channel-2: [302, 694, 465, 1177]
- wednesday-top-channel-7-program: 6.30 «НЕПРИДУМАННЫЕ ИСТОРИИ» 7.00 «БАБЬЕ ЛЕТО» 8.00 «ПО ДЕЛАМ НЕСОВЕРШЕННОЛЕТНИХ» 9.00 Т/С «ВРАЧЕБНАЯ ТАЙНА» 10.00 «ДЕЛА СЕМЕЙНЫЕ» 11.00 «ПОЛЕЗНЫЙ ВЕЧЕР» 11.30 В ПОИСКАХ ВКУСА 12.00 Х/Ф «АНЖЕЛИКА» 15.40 «СВАДЕБНОЕ ПЛАТЬЕ» 16.00 «ДЕЛА СЕМЕЙНЫЕ» 17.00 «ЗВЁЗДНЫЕ ИСТОРИИ» 18.00 Т/С «ОДНА ЗА ВСЕХ» 19.00 ГЛАВНЫЕ НОВОСТИ 19.25 «ПОСЛЕСЛОВИЕ» 19.35 «ПОЛЕЗНЫЙ ВЕЧЕР» 20.00 Т/С «ТАКАЯ ОБЫЧНАЯ ЖИЗНЬ» 22.05 Т/С «ДОКТОР ХАУС» 23.00 НОВОСТИ-41 23.30 Х/Ф «КИН-ДЗА-ДЗА» 02.05 Т/С «ПРЕДАТЕЛЬСТВО» 03.00 Т/С «АТЛАНТИДА»: [1181, 1272, 1321, 1584]
- tuesday-bottom-channel-6-logo: ДТВ: [1005, 694, 1168, 724]
- wednesday-bottom-channel-2: [302, 1742, 465, 2269]
- tuesday-bottom-channel-4-logo: УРАЛ: [653, 694, 816, 724]
- wednesday-bottom-channel-1: [126, 1742, 289, 2269]
- tuesday-bottom-channel-1-logo: ТНТ УРАЛ: [126, 694, 289, 724]
- day2-bar: [132, 1187, 1485, 1230]
- tuesday-top-channel-6-logo: ТВЦ: [1005, 178, 1168, 207]
- tuesday-top-channel-5-logo: РОССИЯ 2: [829, 178, 992, 207]
- wednesday-top-channel-3-program: 4.55 «НТВ УТРОМ» 8.30 И СНОВА ЗДРАВСТВУЙТЕ! 9.30 «ЧРЕЗВЫЧАЙНОЕ ПРОИСШЕСТВИЕ» 10.00, 13.00 «СЕГОДНЯ» 10.20 «ЖИВУТ ЖЕ ЛЮДИ!» 10.55 «ДО СУДА» 12.00 «СУД ПРИСЯЖНЫХ» 13.25 «ПРОКУРОРСКАЯ ПРОВЕРКА» 14.40 «ДАВАЙТЕ МИРИТЬСЯ!» 15.30, 18.30 «ЧРЕЗВЫЧАЙНОЕ ПРОИСШЕСТВИЕ» 16.00 «СЕГОДНЯ» 16.30 Т/С «ВОЗВРАЩЕНИЕ МУХТАРА» 19.00 «СЕГОДНЯ» 19.30 Т/С «ЛИТЕЙНЫЙ» 21.30 Т/С «МОСКВА. ЦЕНТРАЛЬНЫЙ ОКРУГ» 23.15 «СЕГОДНЯ» 23.35 «НАСТОЯЩИЙ ИТАЛЬЯНЕЦ» 00.25 «КВАРТИРНЫЙ ВОПРОС» 01.30 Т/С «БЕЗ СЛЕДА» 02.20 «СУД ПРИСЯЖНЫХ» 03.25 «ДО СУДА» 04.25 «ОСОБО ОПАСЕН!»: [477, 1272, 638, 1623]
- wednesday-bottom-channel-2-logo: 4: [302, 1742, 465, 1771]
- tuesday-top-channel-4: [653, 178, 816, 687]
- tuesday-otv-logo: ОТВ: [1357, 178, 1519, 207]
- wednesday-top-channel-6: [1005, 1236, 1168, 1734]
- tuesday-bottom-channel-7: [1181, 694, 1344, 1177]
- wednesday-top-channel-3-logo: НТВ: [477, 1236, 640, 1266]
- tuesday-bottom-channel-3-program: 5.00 НЕИЗВЕСТНАЯ ПЛАНЕТА 5.30, 6.30 ГРОМКОЕ ДЕЛО 6.00, 9.30 «НОВОСТИ 24» 7.00 НЕИЗВЕСТНАЯ ПЛАНЕТА 7.30 Т/С «СОЛДАТЫ - 7» 8.30 Т/С «ДАЛЬНОБОЙЩИКИ» 10.00 «НЕ ВРИ МНЕ!» 11.00 «ЧАС СУДА» 12.00 ЭКСТРЕННЫЙ ВЫЗОВ 12.30, 16.30 «НОВОСТИ 24» 13.00 «ЗВАНЫЙ УЖИН» 14.00 «ЛЕЛЕНЫЙ ОГУРЕЦ. ПОЛЕЗНАЯ ПЕРЕДАЧА» 14.30 Х/Ф «АГЕНТ КОДИ БЭНКС» 17.00 Т/С «ПО ЗАКОНУ» 18.00 «ЧЕСТНО» 19.00 ЭКСТРЕННЫЙ ВЫЗОВ 19.30, 23.00 «НОВОСТИ 24» 20.00 Т/С «ДАЛЬНОБОЙЩИКИ» 21.00 Т/С «NEXT - 2» 22.00 «ЖАДНОСТЬ» 23.30 Х/Ф «КОРОЛЕВА ПРОКЛЯТЫХ» 01.30 Х/Ф «АНТИБУМЕР» 03.00 «ПОКЕР» 03.50 Т/С «СТУДЕНТЫ»: [477, 730, 627, 1068]
- tuesday-top-channel-7-program: 6.30 «НЕПРИДУМАННЫЕ ИСТОРИИ» 7.00 «СПРОСИТЕ ПОВАРА» 8.00 «ПО ДЕЛАМ НЕСОВЕРШЕННОЛЕТНИХ» 9.00 Т/С «ВРАЧЕБНАЯ ТАЙНА» 10.00 «ДЕЛА СЕМЕЙНЫЕ» 11.00 «ПОЛЕЗНЫЙ ВЕЧЕР» 11.30 В ПОИСКАХ ВКУСА 12.00 Х/Ф «АНЖЕЛИКА» 15.45 «СВАДЕБНОЕ ПЛАТЬЕ» 16.00 «ДЕЛА СЕМЕЙНЫЕ» 17.00 «ЗВЕЗДНЫЕ ИСТОРИИ» 18.00 Т/С «ОДНА ЗА ВСЕХ» 19.00 ГЛАВНЫЕ НОВОСТИ 19.35 «ПОЛЕЗНЫЙ ВЕЧЕР» 20.00 Т/С «ТАКАЯ ОБЫЧНАЯ ЖИЗНЬ» 22.05 Т/С «ДОКТОР ХАУС» 23.00 НОВОСТИ-41 23.30 ДРАМА «КОЛЛЕГИ» 01.25 Х/Ф «ОФИЦЕР СПЕЦНАЗА» 04.40 «СКАЖИ, ЧТО НЕ ТАК?!»: [1181, 214, 1332, 513]
- wednesday-bottom-channel-5: [829, 1742, 992, 2269]
- tuesday-top-channel-4-logo: РОССИЯ К: [653, 178, 816, 207]
- wednesday-bottom-channel-7: [1181, 1742, 1344, 2269]
- wednesday-top-channel-4-program: 6.30 КАНАЛ «ЕВРОНЬЮС» 10.00 НОВОСТИ КУЛЬТУРЫ 10.15 ГЛАВНАЯ РОЛЬ 10.40 Х/Ф «ПУТЕВКА В ЖИЗНЬ» 12.30 ДОКУМ. ФИЛЬМ 13.50 ЛЕГЕНДЫ ЦАРСКОГО СЕЛА 14.20 Х/Ф «РОССИЯ МОЛОДАЯ», 7 СЕРИЯ 15.30 НОВОСТИ КУЛЬТУРЫ 15.40 МУЛЬТФИЛЬМЫ 16.35 «ДЕВОЧКА ИЗ ОКЕАНА» 17.00 ДОКУМ. ФИЛЬМ 17.25 КОНКУРС ЧАЙКОВСКОГО 18.25 ДОКУМ. ФИЛЬМЫ 19.30 НОВОСТИ КУЛЬТУРЫ 19.45 ГЛАВНАЯ РОЛЬ 20.05 АБСОЛЮТНЫЙ СЛУХ 20.45 ACADEMIA 21.30 ГЕНЕРАЛЫ В ШТАТСКОМ 22.00 ДОКУМ. ФИЛЬМ 22.15 МАГИЯ КИНО 23.00 ИСТОРИЧЕСКИЕ ПУТЕШЕСТВИЯ 23.30 НОВОСТИ КУЛЬТУРЫ 23.50 Х/Ф «ПАЦАНЫ» 01.25 СИМФОНИЧЕСКИЕ ФРАГМЕНТЫ И ХОРЫ ИЗ ОПЕР ДЖ.ВЕРДИ 01.55 ACADEMIA 02.40 ДОКУМ. ФИЛЬМ: [653, 1272, 812, 1662]
- tuesday-top-channel-3-logo: НТВ: [477, 178, 640, 207]
- wednesday-top-channel-5: [829, 1236, 992, 1734]
- wednesday-bottom-channel-3-logo: РЕН: [477, 1742, 640, 1771]
